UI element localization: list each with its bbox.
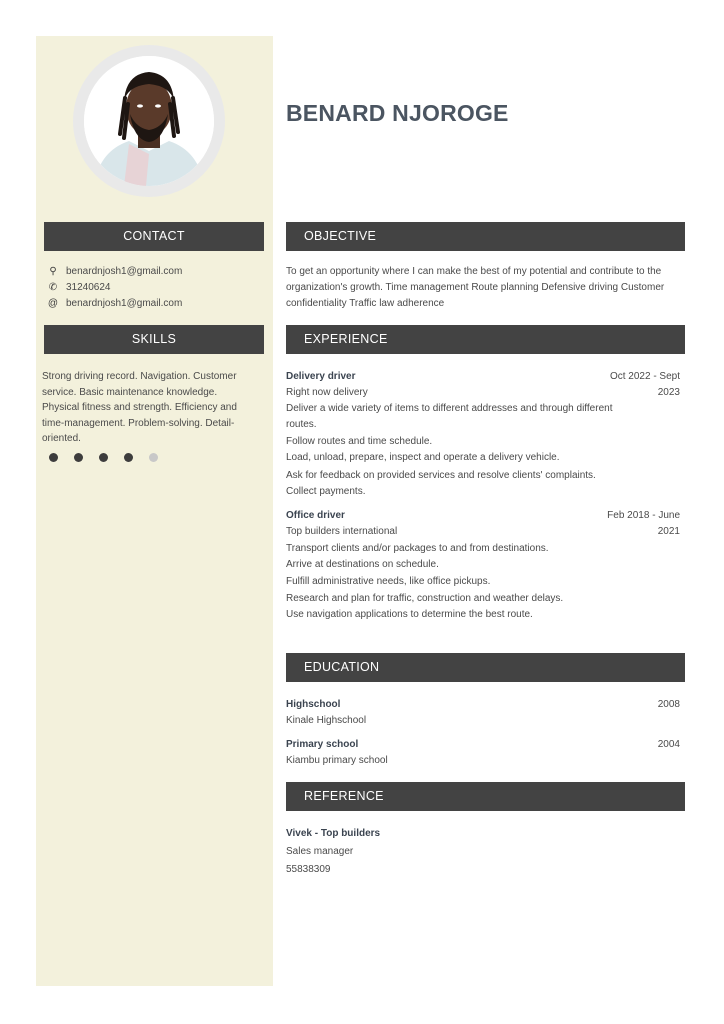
skill-rating	[49, 453, 174, 463]
education-detail: Kiambu primary school	[286, 755, 388, 766]
job-duty: Ask for feedback on provided services and resolve clients' complaints.	[286, 470, 596, 481]
job-duty: Use navigation applications to determine the best route.	[286, 609, 533, 620]
job-company: Right now delivery	[286, 387, 368, 398]
reference-name: Vivek - Top builders	[286, 828, 381, 839]
contact-phone-row	[46, 281, 111, 295]
education-year: 2004	[657, 739, 680, 750]
contact-phone: 31240624	[66, 282, 111, 293]
rating-dot-filled	[74, 453, 83, 462]
rating-dot-filled	[99, 453, 108, 462]
contact-email2-row	[46, 297, 182, 311]
reference-role: Sales manager	[286, 846, 354, 857]
person-portrait-icon	[84, 56, 214, 186]
job-duty: Collect payments.	[286, 486, 366, 497]
reference-phone: 55838309	[286, 864, 331, 875]
skills-heading: SKILLS	[44, 325, 264, 354]
job-dates	[610, 369, 680, 400]
experience-heading: EXPERIENCE	[286, 325, 685, 354]
education-detail: Kinale Highschool	[286, 715, 367, 726]
job-duty: Fulfill administrative needs, like office pickups.	[286, 576, 491, 587]
job-duty: Research and plan for traffic, construction and weather delays.	[286, 593, 564, 604]
job-date-line: Oct 2022 - Sept	[609, 371, 680, 382]
job-duty: Deliver a wide variety of items to different addresses and through different routes.	[286, 403, 613, 430]
job-date-line: 2021	[657, 525, 680, 537]
education-year: 2008	[657, 699, 680, 710]
objective-heading: OBJECTIVE	[286, 222, 685, 251]
objective-text: To get an opportunity where I can make the best of my potential and contribute to the organization's growth. Time management Route planning Defensive driving Customer confidentiality Traffic law adherence	[286, 266, 665, 309]
job-date-line: 2023	[657, 386, 680, 398]
at-sign-icon: @	[47, 298, 59, 309]
job-date-line: Feb 2018 - June	[607, 510, 680, 521]
phone-icon: ✆	[48, 282, 58, 293]
reference-heading: REFERENCE	[286, 782, 685, 811]
rating-dot-filled	[49, 453, 58, 462]
job-duty: Follow routes and time schedule.	[286, 436, 433, 447]
job-duty: Arrive at destinations on schedule.	[286, 559, 439, 570]
education-school: Primary school	[286, 739, 359, 750]
location-pin-icon: ⚲	[49, 266, 57, 277]
contact-email: benardnjosh1@gmail.com	[66, 266, 183, 277]
job-title: Delivery driver	[286, 371, 356, 382]
rating-dot-empty	[149, 453, 158, 462]
skills-text: Strong driving record. Navigation. Customer service. Basic maintenance knowledge. Physical fitness and strength. Efficiency and time-management. Problem-solving. Detail-oriented.	[42, 371, 237, 444]
job-duty: Load, unload, prepare, inspect and operate a delivery vehicle.	[286, 452, 560, 463]
job-title: Office driver	[286, 510, 345, 521]
rating-dot-filled	[124, 453, 133, 462]
education-heading: EDUCATION	[286, 653, 685, 682]
job-duty: Transport clients and/or packages to and from destinations.	[286, 543, 549, 554]
candidate-name: BENARD NJOROGE	[286, 100, 509, 126]
profile-photo	[84, 56, 214, 186]
education-school: Highschool	[286, 699, 341, 710]
contact-heading: CONTACT	[44, 222, 264, 251]
contact-email-row	[46, 265, 182, 279]
contact-email-secondary: benardnjosh1@gmail.com	[66, 298, 183, 309]
job-company: Top builders international	[286, 526, 398, 537]
job-dates	[607, 508, 680, 539]
